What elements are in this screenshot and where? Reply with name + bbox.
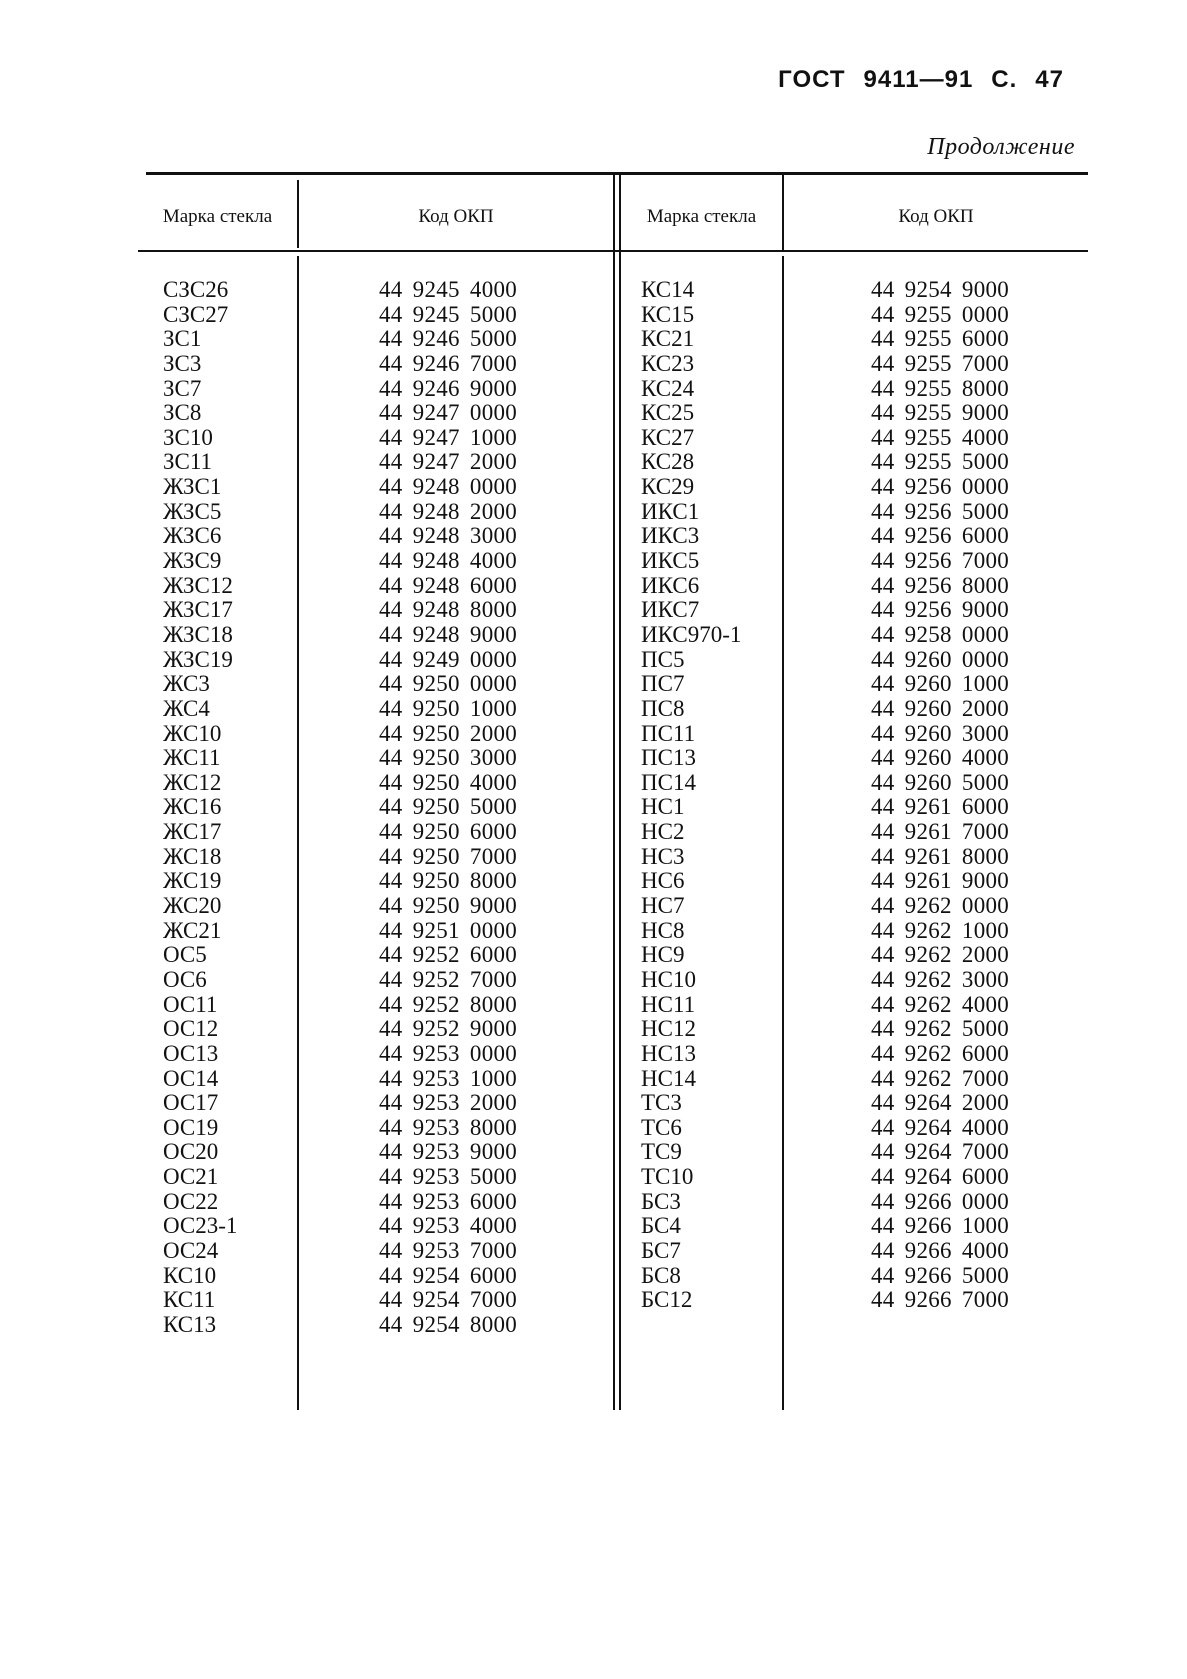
okp-code-cell: 44 9261 7000 xyxy=(871,819,1010,845)
column-header-okp-code: Код ОКП xyxy=(898,206,974,227)
glass-grade-column-left xyxy=(163,278,237,1338)
glass-grade-cell: ЖЗС5 xyxy=(163,498,222,524)
double-column-divider xyxy=(613,174,615,1410)
glass-grade-cell: ОС17 xyxy=(163,1090,219,1116)
okp-code-cell: 44 9260 5000 xyxy=(871,769,1010,795)
column-header-glass-grade: Марка стекла xyxy=(162,206,273,227)
glass-grade-cell: ПС5 xyxy=(641,646,685,672)
okp-code-cell: 44 9261 9000 xyxy=(871,868,1010,894)
okp-code-cell: 44 9252 6000 xyxy=(379,942,518,968)
glass-grade-cell: ЖС3 xyxy=(163,671,210,697)
okp-code-cell: 44 9260 0000 xyxy=(871,646,1010,672)
glass-grade-cell: ИКС7 xyxy=(641,597,700,623)
okp-code-cell: 44 9245 4000 xyxy=(379,277,518,302)
okp-code-cell: 44 9253 5000 xyxy=(379,1164,518,1190)
glass-grade-cell: НС6 xyxy=(641,868,685,894)
glass-grade-cell: ЗС10 xyxy=(163,424,213,450)
okp-code-cell: 44 9253 6000 xyxy=(379,1188,518,1214)
okp-code-cell: 44 9253 2000 xyxy=(379,1090,518,1116)
okp-code-cell: 44 9246 7000 xyxy=(379,350,518,376)
okp-code-cell: 44 9258 0000 xyxy=(871,621,1010,647)
okp-code-cell: 44 9253 0000 xyxy=(379,1040,518,1066)
glass-grade-cell: ОС20 xyxy=(163,1139,219,1165)
glass-grade-cell: НС3 xyxy=(641,843,685,869)
okp-code-cell: 44 9266 1000 xyxy=(871,1213,1010,1239)
glass-grade-cell: ЖС4 xyxy=(163,695,210,721)
okp-code-column-right xyxy=(871,278,1009,1313)
glass-grade-column-right xyxy=(641,278,741,1313)
okp-code-cell: 44 9248 4000 xyxy=(379,548,518,574)
glass-grade-cell: ЖС19 xyxy=(163,868,222,894)
glass-grade-cell: ЖС17 xyxy=(163,819,222,845)
okp-code-cell: 44 9254 9000 xyxy=(871,277,1010,302)
okp-code-cell: 44 9255 8000 xyxy=(871,375,1010,401)
glass-grade-cell: ОС19 xyxy=(163,1114,219,1140)
glass-grade-cell: ЗС1 xyxy=(163,326,202,352)
okp-code-cell: 44 9256 0000 xyxy=(871,474,1010,500)
glass-grade-cell: ЖЗС17 xyxy=(163,597,233,623)
okp-code-cell: 44 9264 7000 xyxy=(871,1139,1010,1165)
okp-code-cell: 44 9247 0000 xyxy=(379,400,518,426)
okp-code-cell: 44 9247 1000 xyxy=(379,424,518,450)
glass-grade-cell: КС13 xyxy=(163,1311,217,1337)
glass-grade-cell: КС14 xyxy=(641,277,695,302)
okp-code-cell: 44 9262 4000 xyxy=(871,991,1010,1017)
okp-code-cell: 44 9248 2000 xyxy=(379,498,518,524)
okp-code-cell: 44 9250 1000 xyxy=(379,695,518,721)
okp-code-cell: 44 9250 7000 xyxy=(379,843,518,869)
page-header xyxy=(760,66,1064,94)
glass-grade-cell: БС8 xyxy=(641,1262,681,1288)
glass-grade-cell: БС7 xyxy=(641,1237,681,1263)
column-header-okp-code: Код ОКП xyxy=(418,206,494,227)
glass-grade-cell: ТС9 xyxy=(641,1139,682,1165)
okp-code-cell: 44 9250 0000 xyxy=(379,671,518,697)
okp-code-cell: 44 9250 9000 xyxy=(379,893,518,919)
glass-grade-cell: КС27 xyxy=(641,424,695,450)
column-divider xyxy=(782,256,784,1410)
okp-code-cell: 44 9262 5000 xyxy=(871,1016,1010,1042)
glass-grade-cell: ИКС5 xyxy=(641,548,700,574)
glass-grade-cell: ЖС21 xyxy=(163,917,222,943)
glass-grade-cell: КС25 xyxy=(641,400,695,426)
okp-code-cell: 44 9250 5000 xyxy=(379,794,518,820)
glass-grade-cell: НС2 xyxy=(641,819,685,845)
okp-code-cell: 44 9266 4000 xyxy=(871,1237,1010,1263)
glass-grade-cell: ПС11 xyxy=(641,720,696,746)
glass-grade-cell: ПС8 xyxy=(641,695,685,721)
okp-code-cell: 44 9266 7000 xyxy=(871,1287,1010,1313)
okp-code-cell: 44 9253 9000 xyxy=(379,1139,518,1165)
glass-grade-cell: ЗС7 xyxy=(163,375,202,401)
okp-code-cell: 44 9261 6000 xyxy=(871,794,1010,820)
okp-code-cell: 44 9262 2000 xyxy=(871,942,1010,968)
glass-grade-cell: НС10 xyxy=(641,966,696,992)
glass-grade-cell: ПС14 xyxy=(641,769,696,795)
glass-grade-cell: НС11 xyxy=(641,991,696,1017)
glass-grade-cell: КС24 xyxy=(641,375,695,401)
glass-grade-cell: ЖС10 xyxy=(163,720,222,746)
okp-code-cell: 44 9253 1000 xyxy=(379,1065,518,1091)
glass-grade-cell: ИКС970-1 xyxy=(641,621,742,647)
glass-grade-cell: ТС3 xyxy=(641,1090,682,1116)
glass-grade-cell: ЖЗС6 xyxy=(163,523,222,549)
okp-code-cell: 44 9252 8000 xyxy=(379,991,518,1017)
glass-grade-cell: ОС12 xyxy=(163,1016,219,1042)
okp-code-cell: 44 9250 8000 xyxy=(379,868,518,894)
okp-code-cell: 44 9256 7000 xyxy=(871,548,1010,574)
glass-grade-cell: ЖС18 xyxy=(163,843,222,869)
glass-grade-cell: НС14 xyxy=(641,1065,696,1091)
table-top-rule xyxy=(146,172,1088,175)
okp-code-cell: 44 9256 8000 xyxy=(871,572,1010,598)
okp-code-cell: 44 9254 6000 xyxy=(379,1262,518,1288)
glass-grade-cell: КС11 xyxy=(163,1287,216,1313)
glass-grade-cell: ОС14 xyxy=(163,1065,219,1091)
okp-code-cell: 44 9251 0000 xyxy=(379,917,518,943)
glass-grade-cell: ОС11 xyxy=(163,991,218,1017)
glass-grade-cell: БС12 xyxy=(641,1287,693,1313)
standard-number: 9411—91 xyxy=(863,66,974,93)
glass-grade-cell: СЗС27 xyxy=(163,301,229,327)
glass-grade-cell: ПС13 xyxy=(641,745,696,771)
okp-code-cell: 44 9254 8000 xyxy=(379,1311,518,1337)
glass-grade-cell: ЖЗС12 xyxy=(163,572,233,598)
okp-code-cell: 44 9255 6000 xyxy=(871,326,1010,352)
glass-grade-cell: ИКС6 xyxy=(641,572,700,598)
okp-code-cell: 44 9254 7000 xyxy=(379,1287,518,1313)
okp-code-cell: 44 9262 0000 xyxy=(871,893,1010,919)
okp-code-cell: 44 9248 6000 xyxy=(379,572,518,598)
glass-grade-cell: ОС21 xyxy=(163,1164,219,1190)
okp-code-cell: 44 9253 4000 xyxy=(379,1213,518,1239)
okp-code-cell: 44 9262 3000 xyxy=(871,966,1010,992)
okp-code-cell: 44 9253 7000 xyxy=(379,1237,518,1263)
glass-grade-cell: ПС7 xyxy=(641,671,685,697)
okp-code-cell: 44 9266 5000 xyxy=(871,1262,1010,1288)
glass-grade-cell: ОС6 xyxy=(163,966,207,992)
glass-grade-cell: ОС24 xyxy=(163,1237,219,1263)
okp-code-cell: 44 9250 6000 xyxy=(379,819,518,845)
glass-grade-cell: ЗС8 xyxy=(163,400,202,426)
glass-grade-cell: ЖС16 xyxy=(163,794,222,820)
glass-grade-cell: ТС10 xyxy=(641,1164,694,1190)
column-divider xyxy=(297,256,299,1410)
okp-code-cell: 44 9256 9000 xyxy=(871,597,1010,623)
glass-grade-cell: НС12 xyxy=(641,1016,696,1042)
double-column-divider xyxy=(619,174,621,1410)
glass-grade-cell: ЗС11 xyxy=(163,449,213,475)
okp-code-cell: 44 9262 7000 xyxy=(871,1065,1010,1091)
okp-code-cell: 44 9250 3000 xyxy=(379,745,518,771)
glass-grade-cell: КС15 xyxy=(641,301,695,327)
okp-code-cell: 44 9262 1000 xyxy=(871,917,1010,943)
okp-code-cell: 44 9248 9000 xyxy=(379,621,518,647)
okp-code-cell: 44 9253 8000 xyxy=(379,1114,518,1140)
glass-grade-cell: НС1 xyxy=(641,794,685,820)
glass-grade-cell: ТС6 xyxy=(641,1114,682,1140)
okp-code-cell: 44 9260 1000 xyxy=(871,671,1010,697)
okp-code-cell: 44 9264 6000 xyxy=(871,1164,1010,1190)
glass-grade-cell: ОС13 xyxy=(163,1040,219,1066)
glass-grade-cell: НС7 xyxy=(641,893,685,919)
okp-code-cell: 44 9252 7000 xyxy=(379,966,518,992)
glass-grade-cell: КС23 xyxy=(641,350,695,376)
glass-grade-cell: НС13 xyxy=(641,1040,696,1066)
okp-code-cell: 44 9249 0000 xyxy=(379,646,518,672)
glass-grade-cell: ЖЗС9 xyxy=(163,548,222,574)
okp-code-cell: 44 9255 7000 xyxy=(871,350,1010,376)
glass-grade-cell: КС29 xyxy=(641,474,695,500)
glass-grade-cell: БС4 xyxy=(641,1213,681,1239)
glass-grade-cell: ЖЗС18 xyxy=(163,621,233,647)
okp-code-cell: 44 9252 9000 xyxy=(379,1016,518,1042)
glass-grade-cell: НС8 xyxy=(641,917,685,943)
glass-grade-cell: ИКС3 xyxy=(641,523,700,549)
okp-code-cell: 44 9246 9000 xyxy=(379,375,518,401)
column-header-glass-grade: Марка стекла xyxy=(646,206,757,227)
okp-code-cell: 44 9264 4000 xyxy=(871,1114,1010,1140)
glass-grade-cell: ЖС20 xyxy=(163,893,222,919)
glass-grade-cell: КС21 xyxy=(641,326,695,352)
standard-label: ГОСТ xyxy=(778,66,846,93)
glass-grade-cell: ОС23-1 xyxy=(163,1213,238,1239)
glass-grade-cell: НС9 xyxy=(641,942,685,968)
okp-code-cell: 44 9255 0000 xyxy=(871,301,1010,327)
glass-grade-cell: ОС5 xyxy=(163,942,207,968)
okp-code-cell: 44 9255 9000 xyxy=(871,400,1010,426)
continuation-label: Продолжение xyxy=(927,134,1075,160)
glass-grade-cell: ЖС12 xyxy=(163,769,222,795)
page-label: С. xyxy=(991,66,1018,93)
okp-code-cell: 44 9247 2000 xyxy=(379,449,518,475)
glass-grade-cell: ИКС1 xyxy=(641,498,700,524)
glass-grade-cell: БС3 xyxy=(641,1188,681,1214)
okp-code-cell: 44 9255 5000 xyxy=(871,449,1010,475)
okp-code-cell: 44 9266 0000 xyxy=(871,1188,1010,1214)
glass-grade-cell: КС28 xyxy=(641,449,695,475)
glass-grade-cell: ЖЗС1 xyxy=(163,474,222,500)
okp-code-cell: 44 9256 6000 xyxy=(871,523,1010,549)
okp-code-cell: 44 9262 6000 xyxy=(871,1040,1010,1066)
okp-code-cell: 44 9264 2000 xyxy=(871,1090,1010,1116)
page-number: 47 xyxy=(1035,66,1064,93)
okp-code-cell: 44 9248 8000 xyxy=(379,597,518,623)
okp-code-cell: 44 9250 2000 xyxy=(379,720,518,746)
okp-code-cell: 44 9256 5000 xyxy=(871,498,1010,524)
okp-code-cell: 44 9260 3000 xyxy=(871,720,1010,746)
okp-code-cell: 44 9248 0000 xyxy=(379,474,518,500)
glass-grade-cell: ЖЗС19 xyxy=(163,646,233,672)
okp-code-cell: 44 9248 3000 xyxy=(379,523,518,549)
okp-code-cell: 44 9261 8000 xyxy=(871,843,1010,869)
glass-grade-cell: ЖС11 xyxy=(163,745,221,771)
glass-grade-cell: КС10 xyxy=(163,1262,217,1288)
okp-code-cell: 44 9246 5000 xyxy=(379,326,518,352)
okp-code-cell: 44 9250 4000 xyxy=(379,769,518,795)
okp-code-cell: 44 9260 2000 xyxy=(871,695,1010,721)
okp-code-cell: 44 9255 4000 xyxy=(871,424,1010,450)
okp-code-cell: 44 9245 5000 xyxy=(379,301,518,327)
glass-grade-cell: ЗС3 xyxy=(163,350,202,376)
okp-code-cell: 44 9260 4000 xyxy=(871,745,1010,771)
glass-grade-cell: СЗС26 xyxy=(163,277,229,302)
glass-grade-cell: ОС22 xyxy=(163,1188,219,1214)
okp-code-column-left xyxy=(379,278,517,1338)
